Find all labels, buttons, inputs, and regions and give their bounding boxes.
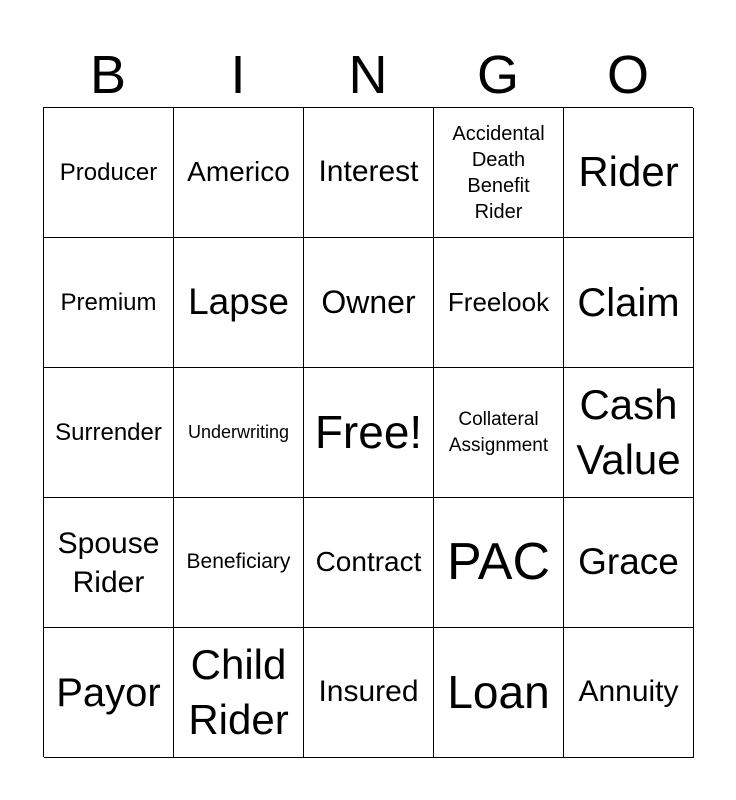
cell-text: Americo (187, 156, 290, 188)
cell-text: Free! (314, 406, 423, 459)
bingo-cell[interactable] (564, 238, 694, 368)
header-letter-g: G (476, 45, 519, 105)
cell-text: Owner (321, 284, 416, 321)
cell-text: Interest (318, 155, 419, 189)
cell-text: Cash Value (576, 380, 681, 483)
bingo-cell[interactable] (564, 368, 694, 498)
bingo-cell[interactable] (174, 628, 304, 758)
bingo-cell[interactable] (174, 498, 304, 628)
cell-text: Child Rider (188, 640, 289, 743)
bingo-cell[interactable] (304, 238, 434, 368)
bingo-cell[interactable] (434, 628, 564, 758)
cell-text: Grace (578, 541, 679, 583)
bingo-cell[interactable] (564, 498, 694, 628)
bingo-cell[interactable] (44, 368, 174, 498)
bingo-cell[interactable] (174, 238, 304, 368)
cell-text: Collateral Assignment (448, 408, 549, 456)
cell-text: Producer (59, 158, 158, 186)
cell-text: Spouse Rider (57, 526, 160, 599)
bingo-header (43, 44, 693, 106)
bingo-cell[interactable] (434, 368, 564, 498)
cell-text: Annuity (578, 675, 679, 709)
cell-text: Beneficiary (186, 550, 291, 574)
header-letter-b: B (89, 45, 127, 105)
bingo-cell[interactable] (304, 498, 434, 628)
bingo-cell[interactable] (44, 628, 174, 758)
header-letter-i: I (230, 45, 246, 105)
bingo-cell[interactable] (304, 108, 434, 238)
bingo-cell[interactable] (434, 498, 564, 628)
bingo-cell[interactable] (44, 498, 174, 628)
cell-text: Lapse (188, 281, 289, 323)
cell-text: PAC (446, 532, 551, 591)
cell-text: Premium (60, 288, 157, 316)
bingo-board (43, 107, 693, 757)
bingo-cell[interactable] (44, 108, 174, 238)
cell-text: Loan (447, 666, 550, 719)
bingo-cell[interactable] (434, 238, 564, 368)
cell-text: Claim (577, 280, 680, 325)
cell-text: Payor (56, 670, 161, 715)
bingo-cell[interactable] (44, 238, 174, 368)
cell-text: Underwriting (187, 422, 290, 443)
bingo-cell[interactable] (304, 368, 434, 498)
bingo-cell[interactable] (564, 108, 694, 238)
header-letter-n: N (348, 45, 388, 105)
bingo-cell[interactable] (174, 368, 304, 498)
bingo-cell[interactable] (434, 108, 564, 238)
cell-text: Accidental Death Benefit Rider (452, 122, 545, 223)
cell-text: Rider (578, 148, 679, 196)
cell-text: Contract (315, 546, 422, 578)
bingo-cell[interactable] (304, 628, 434, 758)
header-letter-o: O (606, 45, 649, 105)
cell-text: Freelook (447, 286, 550, 317)
cell-text: Surrender (55, 418, 162, 446)
bingo-cell[interactable] (564, 628, 694, 758)
bingo-cell[interactable] (174, 108, 304, 238)
cell-text: Insured (318, 675, 419, 709)
